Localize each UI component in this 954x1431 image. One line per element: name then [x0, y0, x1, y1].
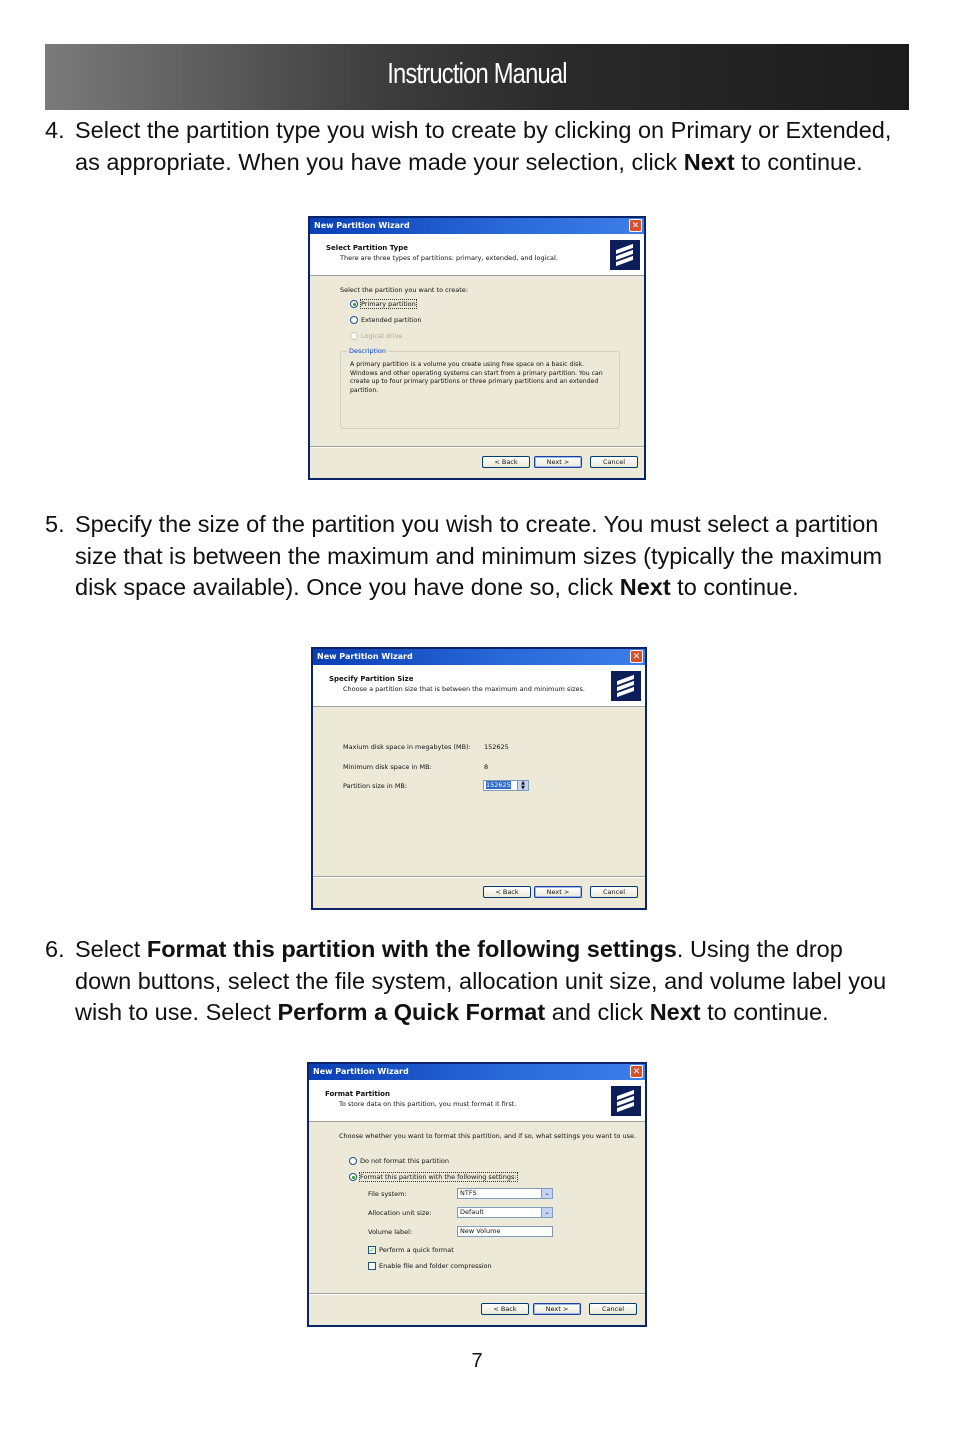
- do-not-format-radio[interactable]: [349, 1157, 357, 1165]
- allocation-unit-value: Default: [460, 1208, 484, 1216]
- volume-label-input[interactable]: New Volume: [457, 1226, 553, 1237]
- partition-type-dialog: [308, 216, 646, 480]
- step-4: [45, 115, 905, 178]
- logical-drive-radio: [350, 332, 358, 340]
- back-button[interactable]: < Back: [482, 456, 530, 468]
- partition-prompt: Select the partition you want to create:: [340, 286, 468, 294]
- dialog-header: [313, 665, 645, 707]
- do-not-format-label[interactable]: Do not format this partition: [360, 1157, 450, 1165]
- format-partition-radio[interactable]: [349, 1173, 357, 1181]
- chevron-down-icon[interactable]: ⌄: [541, 1189, 552, 1198]
- cancel-button[interactable]: Cancel: [590, 456, 638, 468]
- step-text: Select the partition type you wish to create by clicking on Primary or Extended, as appropriate. When you have made your selection, click Next to continue.: [75, 117, 892, 175]
- format-prompt: Choose whether you want to format this partition, and if so, what settings you want to use.: [339, 1132, 637, 1140]
- quick-format-label[interactable]: Perform a quick format: [379, 1246, 454, 1254]
- dialog-body: [313, 707, 645, 877]
- format-partition-label[interactable]: Format this partition with the following settings:: [360, 1173, 517, 1181]
- spin-arrows-icon[interactable]: ▲ ▼: [517, 781, 528, 790]
- partition-size-label: Partition size in MB:: [343, 782, 408, 790]
- dialog-header: [310, 234, 644, 276]
- dialog-body: [309, 1122, 645, 1297]
- dialog-heading: Format Partition: [325, 1090, 390, 1098]
- dialog-body: [310, 276, 644, 466]
- volume-label-label: Volume label:: [368, 1228, 413, 1236]
- format-partition-dialog: [307, 1062, 647, 1327]
- back-button[interactable]: < Back: [481, 1303, 529, 1315]
- cancel-button[interactable]: Cancel: [589, 1303, 637, 1315]
- file-system-select[interactable]: [457, 1188, 553, 1199]
- manual-header: [45, 44, 909, 110]
- wizard-disk-icon: [611, 671, 641, 701]
- description-group: [340, 347, 620, 429]
- dialog-heading: Specify Partition Size: [329, 675, 414, 683]
- dialog-subheading: Choose a partition size that is between the maximum and minimum sizes.: [343, 685, 585, 693]
- next-button[interactable]: Next >: [534, 456, 582, 468]
- dialog-footer: [309, 1294, 645, 1325]
- close-icon[interactable]: ✕: [630, 1065, 643, 1078]
- partition-size-value: 152625: [486, 781, 511, 789]
- allocation-unit-label: Allocation unit size:: [368, 1209, 432, 1217]
- dialog-subheading: To store data on this partition, you must format it first.: [339, 1100, 517, 1108]
- dialog-title-bar: New Partition Wizard ✕: [313, 649, 645, 665]
- quick-format-checkbox[interactable]: ✓: [369, 1246, 375, 1254]
- min-size-label: Minimum disk space in MB:: [343, 763, 432, 771]
- dialog-title-bar: New Partition Wizard ✕: [309, 1064, 645, 1080]
- allocation-unit-select[interactable]: [457, 1207, 553, 1218]
- extended-partition-label[interactable]: Extended partition: [361, 316, 422, 324]
- header-title: Instruction Manual: [387, 58, 567, 90]
- wizard-disk-icon: [610, 240, 640, 270]
- description-text: A primary partition is a volume you create using free space on a basic disk. Windows and other operating systems can start from a primary partition. You can create up to four primary partitions or three primary partitions and an extended partition.: [350, 361, 603, 394]
- partition-size-stepper[interactable]: [483, 780, 529, 791]
- max-size-value: 152625: [484, 743, 509, 751]
- min-size-value: 8: [484, 763, 489, 771]
- close-icon[interactable]: ✕: [629, 219, 642, 232]
- step-6: [45, 934, 905, 1029]
- dialog-header: [309, 1080, 645, 1122]
- step-number: 5.: [45, 511, 65, 537]
- primary-partition-radio[interactable]: [350, 300, 358, 308]
- primary-partition-label[interactable]: Primary partition: [361, 300, 416, 308]
- page-number: 7: [471, 1350, 483, 1372]
- compression-label[interactable]: Enable file and folder compression: [379, 1262, 492, 1270]
- step-text: Specify the size of the partition you wish to create. You must select a partition size that is between the maximum and minimum sizes (typically the maximum disk space available). Once you have done so, click Next to continue.: [75, 511, 883, 600]
- dialog-subheading: There are three types of partitions: primary, extended, and logical.: [340, 254, 558, 262]
- dialog-footer: [313, 877, 645, 908]
- step-number: 4.: [45, 117, 65, 143]
- cancel-button[interactable]: Cancel: [590, 886, 638, 898]
- description-legend: Description: [349, 347, 387, 355]
- wizard-disk-icon: [611, 1086, 641, 1116]
- compression-checkbox[interactable]: [368, 1262, 376, 1270]
- dialog-footer: [310, 447, 644, 478]
- max-size-label: Maxium disk space in megabytes (MB):: [343, 743, 471, 751]
- step-text: Select Format this partition with the following settings. Using the drop down buttons, select the file system, allocation unit size, and volume label you wish to use. Select Perform a Quick Format and click Next to continue.: [75, 936, 887, 1025]
- dialog-title-bar: New Partition Wizard ✕: [310, 218, 644, 234]
- file-system-label: File system:: [368, 1190, 407, 1198]
- chevron-down-icon[interactable]: ⌄: [541, 1208, 552, 1217]
- next-button[interactable]: Next >: [533, 1303, 581, 1315]
- step-number: 6.: [45, 936, 65, 962]
- dialog-heading: Select Partition Type: [326, 244, 408, 252]
- logical-drive-label: Logical drive: [361, 332, 403, 340]
- step-5: [45, 509, 905, 604]
- partition-size-dialog: [311, 647, 647, 910]
- extended-partition-radio[interactable]: [350, 316, 358, 324]
- close-icon[interactable]: ✕: [630, 650, 643, 663]
- back-button[interactable]: < Back: [483, 886, 531, 898]
- next-button[interactable]: Next >: [534, 886, 582, 898]
- file-system-value: NTFS: [460, 1189, 477, 1197]
